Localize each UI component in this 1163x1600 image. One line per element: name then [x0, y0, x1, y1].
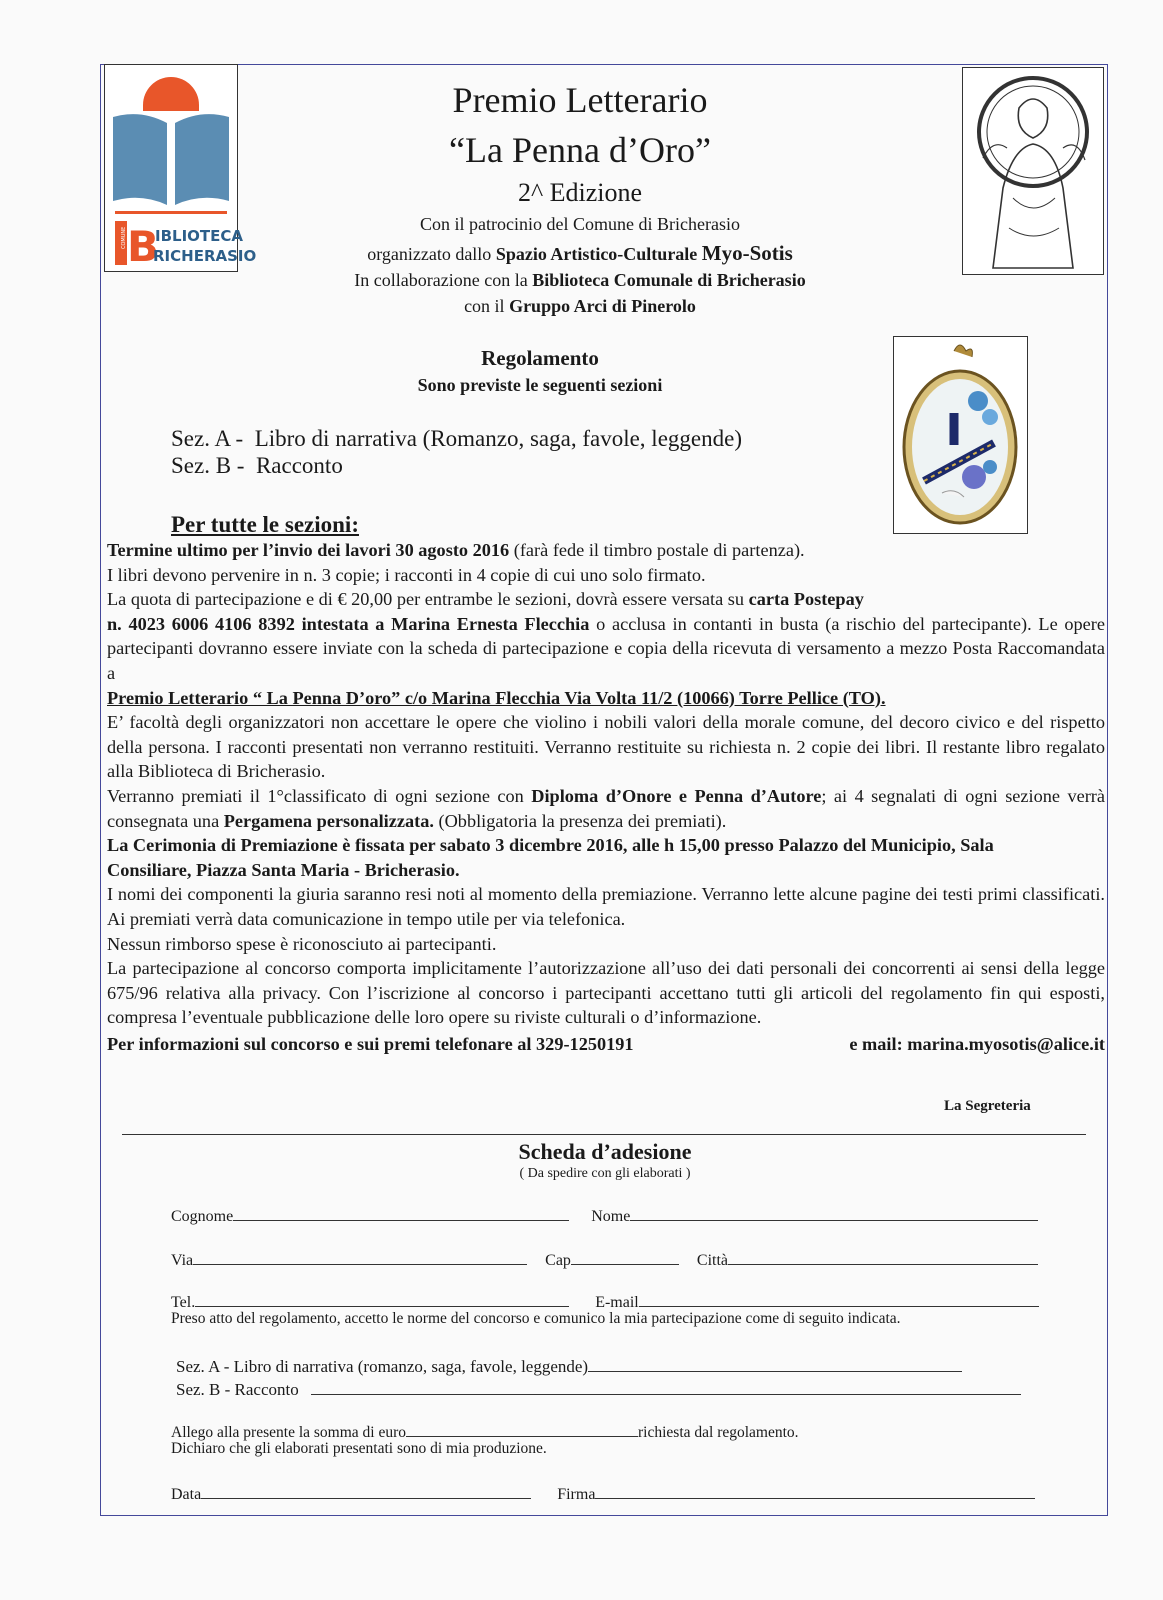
email-field[interactable]: [639, 1290, 1039, 1307]
group-line: con il Gruppo Arci di Pinerolo: [464, 296, 696, 316]
privacy: La partecipazione al concorso comporta implicitamente l’autorizzazione all’uso dei dati personali dei concorrenti ai sensi della legge 675/96 relativa alla privacy. Con l’iscrizione al concorso i partecipanti accettano tutti gli articoli del regolamento fin qui esposti, compresa l’eventuale pubblicazione delle loro opere su riviste culturali o d’informazione.: [107, 958, 1105, 1028]
separator: [122, 1134, 1086, 1135]
section-b: Sez. B - Racconto: [171, 453, 343, 478]
svg-text:RICHERASIO: RICHERASIO: [153, 247, 257, 265]
row-date-sign: Data Firma: [171, 1482, 1035, 1504]
organizer-line: organizzato dallo Spazio Artistico-Culturale Myo-Sotis: [367, 241, 793, 265]
contact-line: Per informazioni sul concorso e sui premi telefonare al 329-1250191 e mail: marina.myosotis@alice.it: [107, 1033, 1105, 1054]
art-nouveau-portrait: [962, 67, 1104, 275]
woman-portrait-icon: [963, 68, 1103, 274]
firma-field[interactable]: [595, 1482, 1035, 1499]
euro-field[interactable]: [406, 1420, 638, 1437]
form-section-b: Sez. B - Racconto: [176, 1378, 1021, 1400]
title-line-1: Premio Letterario: [452, 80, 708, 120]
svg-text:B: B: [127, 222, 160, 271]
edition: 2^ Edizione: [517, 178, 643, 207]
prizes: Verranno premiati il 1°classificato di ogni sezione con Diploma d’Onore e Penna d’Autore; ai 4 segnalati di ogni sezione verrà consegnata una Pergamena personalizzata. (Obbligatoria la presenza dei premiati).: [107, 785, 1106, 831]
form-title: Scheda d’adesione: [518, 1139, 692, 1164]
ceremony: La Cerimonia di Premiazione è fissata per sabato 3 dicembre 2016, alle h 15,00 presso Palazzo del Municipio, Sala Consiliare, Piazza Santa Maria - Bricherasio.: [107, 835, 994, 880]
svg-text:IBLIOTECA: IBLIOTECA: [155, 227, 244, 245]
golden-pen-picture: [893, 336, 1028, 534]
sez-b-field[interactable]: [311, 1378, 1021, 1395]
patronage-line: Con il patrocinio del Comune di Bricherasio: [420, 214, 740, 234]
deadline: Termine ultimo per l’invio dei lavori 30 agosto 2016 (farà fede il timbro postale di partenza).: [107, 540, 805, 560]
rules-body: [107, 538, 1105, 1056]
allego-line: Allego alla presente la somma di euro richiesta dal regolamento.: [171, 1420, 799, 1442]
data-field[interactable]: [201, 1482, 531, 1499]
no-refund: Nessun rimborso spese è riconosciuto ai partecipanti.: [107, 933, 497, 954]
cap-field[interactable]: [571, 1248, 679, 1265]
nome-field[interactable]: [630, 1204, 1038, 1221]
dichiaro-line: Dichiaro che gli elaborati presentati sono di mia produzione.: [171, 1440, 547, 1457]
tel-field[interactable]: [195, 1290, 569, 1307]
collaboration-line: In collaborazione con la Biblioteca Comunale di Bricherasio: [354, 270, 806, 290]
signature: La Segreteria: [944, 1098, 1031, 1114]
copies: I libri devono pervenire in n. 3 copie; i racconti in 4 copie di cui uno solo firmato.: [107, 564, 706, 585]
biblioteca-logo: [104, 64, 257, 272]
jury: I nomi dei componenti la giuria saranno resi noti al momento della premiazione. Verranno lette alcune pagine dei testi primi classificati. Ai premiati verrà data comunicazione in tempo utile per via telefonica.: [107, 884, 1105, 929]
fee: La quota di partecipazione e di € 20,00 per entrambe le sezioni, dovrà essere versata su carta Postepay: [107, 589, 864, 610]
pen-oval-frame-icon: [894, 337, 1027, 533]
form-subtitle: ( Da spedire con gli elaborati ): [519, 1166, 691, 1181]
svg-text:COMUNE: COMUNE: [121, 226, 127, 249]
citta-field[interactable]: [728, 1248, 1038, 1265]
preso-atto: Preso atto del regolamento, accetto le norme del concorso e comunico la mia partecipazione come di seguito indicata.: [171, 1310, 901, 1327]
payment: n. 4023 6006 4106 8392 intestata a Marina Ernesta Flecchia o acclusa in contanti in busta (a rischio del partecipante). Le opere partecipanti dovranno essere inviate con la scheda di partecipazione e copia della ricevuta di versamento a mezzo Posta Raccomandata a: [107, 613, 1105, 683]
section-a: Sez. A - Libro di narrativa (Romanzo, saga, favole, leggende): [171, 426, 742, 451]
form-section-a: Sez. A - Libro di narrativa (romanzo, saga, favole, leggende): [176, 1355, 962, 1377]
regolamento-subtitle: Sono previste le seguenti sezioni: [417, 375, 663, 395]
cognome-field[interactable]: [233, 1204, 569, 1221]
title-line-2: “La Penna d’Oro”: [449, 130, 711, 170]
all-sections-heading: Per tutte le sezioni:: [171, 512, 359, 537]
book-sun-icon: [105, 65, 257, 271]
row-contact: Tel. E-mail: [171, 1290, 1039, 1312]
acceptance-rules: E’ facoltà degli organizzatori non accettare le opere che violino i nobili valori della morale comune, del decoro civico e del rispetto della persona. I racconti presentati non verranno restituiti. Verranno restituite su richiesta n. 2 copie dei libri. Il restante libro regalato alla Biblioteca di Bricherasio.: [107, 712, 1105, 782]
sez-a-field[interactable]: [588, 1355, 962, 1372]
row-address: Via Cap Città: [171, 1248, 1038, 1270]
regolamento-title: Regolamento: [481, 346, 599, 370]
via-field[interactable]: [193, 1248, 527, 1265]
row-name: Cognome Nome: [171, 1204, 1038, 1226]
address: Premio Letterario “ La Penna D’oro” c/o Marina Flecchia Via Volta 11/2 (10066) Torre Pellice (TO).: [107, 687, 886, 708]
